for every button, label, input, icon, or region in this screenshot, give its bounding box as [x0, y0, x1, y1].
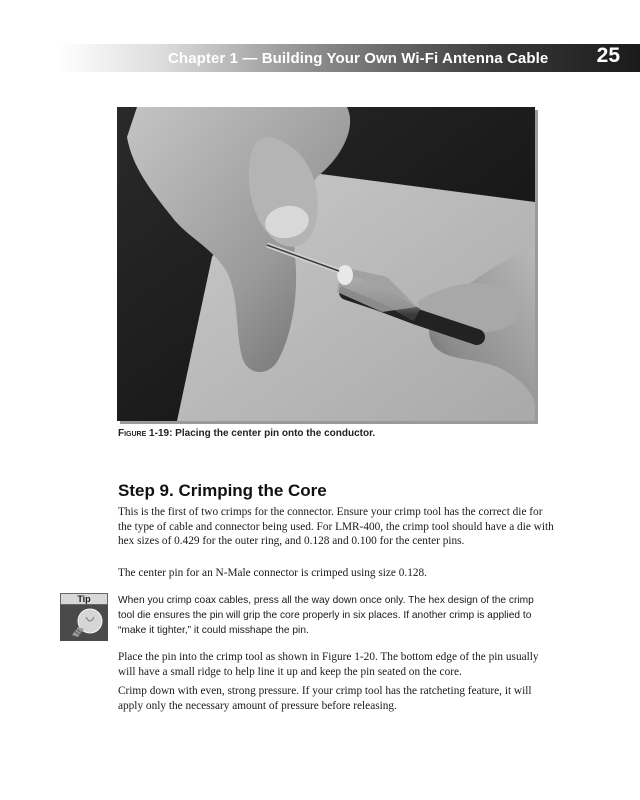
- hands-crimping-photo: [117, 107, 535, 421]
- tip-text: When you crimp coax cables, press all the way down once only. The hex design of the crimp tool die ensures the pin will grip the core properly in six places. If another crimp is applied to “make it tighter,” it could misshape the pin.: [118, 595, 534, 636]
- tip-label: Tip: [60, 593, 108, 605]
- paragraph-center-pin: The center pin for an N-Male connector is crimped using size 0.128.: [118, 567, 427, 579]
- lightbulb-icon: [60, 605, 108, 641]
- figure-photo: [117, 107, 535, 421]
- paragraph-place-pin: Place the pin into the crimp tool as shown in Figure 1-20. The bottom edge of the pin usually will have a small ridge to help line it up and keep the pin seated on the core.: [118, 651, 539, 678]
- section-heading: Step 9. Crimping the Core: [118, 481, 327, 500]
- tip-callout: [60, 593, 108, 641]
- caption-prefix: Figure: [118, 428, 147, 439]
- chapter-title: Chapter 1 — Building Your Own Wi-Fi Antenna Cable: [168, 50, 549, 67]
- page-number: 25: [596, 44, 620, 67]
- paragraph-crimp-intro: This is the first of two crimps for the connector. Ensure your crimp tool has the correct die for the type of cable and connector being used. For LMR-400, the crimp tool should have a die with hex sizes of 0.429 for the outer ring, and 0.128 and 0.100 for the center pins.: [118, 506, 554, 547]
- figure-caption: [118, 428, 375, 439]
- paragraph-crimp-down: Crimp down with even, strong pressure. If your crimp tool has the ratcheting feature, it will apply only the necessary amount of pressure before releasing.: [118, 685, 532, 712]
- caption-text: 1-19: Placing the center pin onto the conductor.: [146, 428, 376, 439]
